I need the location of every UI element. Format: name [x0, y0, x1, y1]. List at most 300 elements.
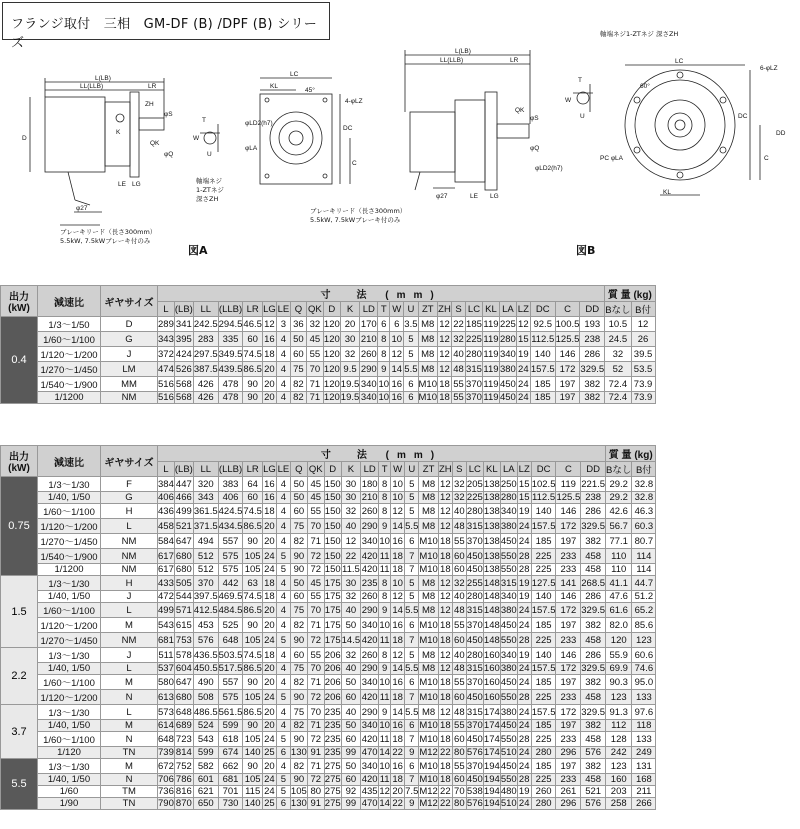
dim-cell: 60	[243, 332, 263, 347]
header-dimensions: 寸 法 (mm)	[158, 286, 605, 302]
dim-cell: 18	[439, 392, 450, 403]
table-row	[1, 786, 656, 798]
dim-cell: 680	[175, 550, 192, 562]
dim-cell: 6	[276, 747, 290, 759]
dim-cell: 123	[632, 633, 656, 648]
dim-cell: 14	[392, 520, 403, 532]
dim-cell: 870	[175, 798, 192, 809]
dim-cell: 5	[405, 504, 419, 519]
dim-cell: 280	[500, 492, 517, 503]
dim-a-q: φQ	[164, 151, 174, 158]
dim-cell: M8	[419, 663, 438, 675]
dim-cell: 329.5	[581, 706, 606, 718]
ratio-cell: 1/1200	[38, 392, 101, 404]
dim-cell: 382	[580, 392, 605, 404]
dim-cell: 255	[466, 577, 483, 589]
dim-cell: 82.0	[606, 618, 632, 633]
dim-cell: 701	[218, 786, 243, 798]
dim-cell: 458	[581, 732, 606, 747]
dim-cell: 5.5	[405, 604, 419, 616]
dim-cell: 146	[556, 504, 581, 519]
dim-cell: 197	[556, 759, 581, 774]
table-row	[1, 477, 656, 492]
dim-cell: 18	[392, 691, 403, 703]
dim-cell: 315	[466, 604, 483, 616]
table-row	[1, 648, 656, 663]
dim-cell: 20	[264, 676, 275, 688]
dim-cell: 45	[307, 492, 324, 504]
dim-cell: M10	[419, 774, 438, 785]
dim-cell: 120	[323, 363, 340, 375]
gear-size-cell: J	[101, 347, 158, 362]
dim-cell: 689	[175, 720, 192, 731]
dim-cell: 12	[440, 604, 451, 616]
dim-cell: 118	[632, 720, 656, 732]
dim-cell: 60	[454, 774, 465, 785]
dim-a-k: K	[116, 129, 121, 136]
dim-cell: 150	[324, 550, 341, 562]
dim-cell: 47.6	[606, 591, 632, 603]
dim-cell: 125.5	[555, 333, 580, 345]
dim-cell: 180	[361, 478, 378, 490]
header-col-8: QK	[308, 303, 322, 315]
dim-cell: 3.5	[404, 318, 418, 330]
dim-cell: 537	[158, 663, 174, 674]
dim-cell: 150	[324, 520, 341, 532]
dim-cell: 90	[243, 759, 263, 774]
dim-cell: 814	[175, 747, 192, 758]
dim-cell: 45	[307, 477, 324, 492]
dim-cell: 12	[264, 318, 275, 330]
dim-cell: 90	[290, 564, 307, 576]
dim-cell: 18	[440, 535, 451, 547]
dim-cell: 119	[483, 348, 499, 360]
dim-cell: 18	[264, 591, 275, 602]
dim-cell: 480	[500, 786, 517, 797]
dim-cell: 8	[379, 591, 391, 603]
dim-cell: 72.4	[605, 377, 631, 392]
gear-size-cell: L	[101, 663, 158, 675]
ratio-cell: 1/540～1/900	[38, 549, 101, 564]
dim-cell: 14	[379, 798, 390, 809]
dim-cell: 105	[290, 786, 307, 797]
header-col-20: LA	[500, 462, 517, 477]
dim-cell: 194	[483, 786, 500, 797]
dim-a-dc: DC	[343, 125, 353, 132]
dim-cell: 290	[361, 520, 378, 532]
dim-cell: 7	[405, 774, 419, 786]
dim-cell: 32	[340, 347, 360, 362]
dim-cell: 32	[341, 591, 361, 603]
dim-cell: 32.8	[632, 477, 656, 492]
dim-cell: 225	[531, 732, 556, 747]
dim-cell: 380	[500, 663, 517, 674]
dim-cell: M8	[418, 362, 437, 377]
gear-size-cell: L	[101, 519, 158, 534]
dim-cell: 280	[531, 747, 556, 759]
dim-cell: 238	[580, 332, 605, 347]
dim-cell: 225	[531, 690, 556, 705]
header-col-12: T	[379, 462, 391, 477]
dim-cell: 56.7	[606, 519, 632, 534]
dim-cell: 420	[361, 550, 378, 562]
dim-cell: 512	[193, 564, 218, 576]
dim-cell: 12	[440, 649, 451, 661]
dim-cell: 14.5	[341, 634, 361, 646]
dim-cell: 16	[264, 478, 275, 490]
dim-cell: 86.5	[243, 663, 262, 674]
dim-cell: 557	[218, 534, 243, 549]
dim-b-q: φQ	[530, 145, 540, 152]
dim-cell: 753	[175, 634, 192, 646]
dim-cell: 261	[556, 786, 581, 798]
dim-b-s: φS	[530, 115, 539, 122]
header-gear-size: ギヤサイズ	[101, 446, 158, 477]
dim-cell: 5.5	[404, 363, 418, 375]
dim-cell: 335	[218, 332, 243, 347]
dim-cell: 10	[379, 535, 390, 547]
header-col-11: LD	[361, 462, 379, 477]
gear-size-cell: N	[101, 732, 158, 747]
header-col-16: ZH	[439, 463, 452, 475]
dim-cell: 206	[324, 691, 341, 703]
dim-cell: 371.5	[193, 520, 218, 532]
gear-size-cell: TM	[101, 786, 158, 798]
dim-cell: 447	[175, 478, 192, 490]
brake-only-text-a: 5.5kW, 7.5kWブレーキ付のみ	[60, 237, 151, 245]
dim-cell: 10	[391, 333, 403, 345]
dim-cell: 105	[244, 634, 261, 646]
dim-cell: 70	[454, 786, 465, 797]
dim-cell: 18	[392, 733, 403, 745]
dim-cell: 458	[581, 690, 606, 705]
dim-cell: 39.5	[631, 347, 655, 362]
dim-cell: 329.5	[581, 604, 606, 616]
dim-cell: 511	[158, 649, 174, 661]
dim-cell: 604	[175, 663, 192, 674]
dim-cell: 72	[307, 774, 324, 786]
table-row	[1, 774, 656, 786]
dim-cell: 233	[556, 774, 581, 786]
dim-cell: 12	[440, 706, 451, 718]
gear-size-cell: NM	[101, 392, 158, 404]
dim-cell: 249	[632, 747, 656, 759]
header-col-16: ZH	[438, 303, 451, 315]
dim-cell: 472	[158, 591, 174, 602]
dim-cell: 26	[631, 332, 655, 347]
dim-cell: 580	[158, 676, 174, 688]
dim-cell: 194	[483, 798, 500, 809]
dim-cell: 32	[341, 648, 361, 663]
dim-cell: 383	[218, 477, 243, 492]
dim-cell: 50	[290, 477, 307, 492]
ratio-cell: 1/60	[38, 786, 101, 798]
header-col-10: K	[340, 302, 360, 317]
dim-a-u: U	[207, 151, 212, 158]
dim-cell: 160	[483, 663, 500, 674]
table-row	[1, 720, 656, 732]
dim-cell: 120	[323, 318, 340, 330]
dim-cell: 14	[392, 663, 403, 674]
ratio-cell: 1/270～1/450	[38, 633, 101, 648]
dim-cell: 130	[290, 747, 307, 758]
dim-cell: 8	[378, 332, 390, 347]
dim-cell: 582	[193, 759, 218, 774]
dim-cell: 22	[392, 798, 403, 809]
dim-cell: 238	[581, 492, 606, 504]
dim-cell: 20	[264, 706, 275, 718]
dim-a-lr: LR	[148, 83, 157, 90]
dim-cell: 25	[264, 798, 275, 809]
dim-cell: 6	[405, 618, 419, 633]
dim-cell: 65.2	[632, 603, 656, 618]
dim-cell: 32	[454, 577, 465, 589]
dim-cell: 61.6	[606, 603, 632, 618]
page-title: フランジ取付 三相 GM-DF (B) /DPF (B) シリーズ	[11, 17, 318, 51]
dim-cell: 340	[360, 392, 377, 403]
header-col-21: LZ	[518, 463, 530, 475]
dim-a-le: LE	[118, 181, 126, 188]
dim-cell: 172	[556, 603, 581, 618]
gear-size-cell: N	[101, 690, 158, 705]
dim-cell: 120	[323, 378, 340, 390]
dim-cell: 372	[158, 348, 174, 360]
dim-cell: 672	[158, 760, 174, 772]
table-row	[1, 603, 656, 618]
dim-cell: 22	[341, 549, 361, 564]
dim-cell: M10	[419, 676, 438, 688]
dim-cell: 340	[499, 348, 516, 360]
dim-cell: 11.5	[341, 564, 360, 575]
dim-cell: 50	[290, 332, 306, 347]
dim-a-angle: 45°	[305, 87, 315, 94]
dim-cell: 36	[290, 317, 306, 332]
dim-cell: 12	[392, 591, 403, 602]
dim-cell: 458	[581, 549, 606, 564]
dim-cell: 91.3	[606, 705, 632, 720]
dim-cell: 24	[264, 774, 275, 785]
dim-cell: 12	[440, 520, 451, 532]
header-col-10: K	[341, 462, 361, 477]
gear-size-cell: H	[101, 576, 158, 591]
dim-cell: 30	[341, 576, 361, 591]
gear-size-cell: J	[101, 591, 158, 603]
dim-cell: 20	[264, 760, 275, 772]
dim-cell: 395	[175, 333, 192, 345]
dim-cell: 160	[483, 649, 500, 661]
dim-cell: 60	[454, 550, 465, 562]
dim-cell: 71	[307, 618, 324, 633]
dim-cell: 53.5	[631, 362, 655, 377]
dim-cell: 4	[276, 675, 290, 690]
dim-cell: 736	[158, 786, 174, 797]
dim-cell: 280	[466, 591, 483, 602]
dim-cell: 148	[483, 634, 500, 646]
dim-cell: 260	[361, 505, 378, 517]
header-mass-col-0: Bなし	[606, 462, 632, 477]
ratio-cell: 1/3～1/50	[38, 317, 101, 332]
dim-cell: 112	[606, 720, 632, 732]
title-box	[2, 2, 330, 51]
dim-cell: 18	[440, 691, 451, 703]
dim-cell: M8	[419, 591, 438, 603]
dim-cell: M10	[418, 378, 437, 390]
tap-note-a: 軸端ネジ 1-ZTネジ 深さZH	[196, 177, 224, 203]
dim-cell: 370	[466, 676, 483, 688]
dim-cell: 119	[483, 363, 499, 375]
dim-cell: 4	[276, 347, 290, 362]
dim-cell: 138	[483, 564, 500, 575]
dim-cell: 75	[290, 705, 307, 720]
dim-cell: 486.5	[193, 706, 218, 718]
dim-cell: 82	[290, 377, 306, 392]
dim-cell: 19	[518, 348, 529, 360]
dim-cell: 12	[439, 348, 450, 360]
dim-cell: 12	[379, 786, 390, 797]
dim-cell: 5	[276, 786, 290, 798]
dim-cell: 576	[466, 798, 483, 809]
dim-cell: 24	[264, 564, 275, 575]
dim-cell: M8	[419, 576, 438, 591]
dim-cell: 315	[466, 363, 482, 375]
dim-cell: 599	[193, 747, 218, 759]
dim-cell: 24	[518, 747, 530, 758]
dim-cell: 24	[264, 691, 275, 703]
dim-cell: 9	[405, 798, 419, 810]
dim-cell: 55	[454, 619, 465, 631]
dim-cell: 550	[500, 550, 517, 562]
dim-cell: 140	[530, 347, 555, 362]
dim-cell: 6	[405, 534, 419, 549]
dim-b-lc: LC	[675, 58, 684, 65]
output-kw: 3.7	[1, 705, 38, 759]
dim-cell: 150	[324, 564, 341, 575]
dim-cell: 557	[218, 675, 243, 690]
dim-cell: 450	[500, 720, 517, 731]
gear-size-cell: H	[101, 504, 158, 519]
dim-b-le: LE	[470, 193, 478, 200]
dim-cell: 576	[581, 798, 606, 810]
dim-cell: 86.5	[243, 706, 262, 718]
dim-cell: 12	[392, 649, 403, 661]
gear-size-cell: NM	[101, 534, 158, 549]
dim-cell: M10	[419, 634, 438, 646]
dim-cell: 20	[264, 720, 275, 731]
dim-cell: 5	[404, 332, 418, 347]
dim-cell: 146	[555, 347, 580, 362]
dim-cell: 329.5	[581, 663, 606, 674]
dim-cell: 16	[391, 392, 403, 403]
dim-cell: 470	[361, 747, 378, 758]
dim-cell: 80	[454, 798, 465, 809]
dim-cell: 4	[276, 648, 290, 663]
dim-cell: 90	[290, 690, 307, 705]
dim-cell: 91	[307, 747, 324, 759]
dim-cell: 70	[307, 705, 324, 720]
dim-cell: 450	[466, 691, 483, 703]
dim-cell: 55	[453, 392, 464, 403]
dim-cell: 286	[580, 347, 605, 362]
dim-cell: 70	[307, 663, 324, 675]
dim-cell: 674	[218, 747, 243, 759]
dim-cell: 614	[158, 720, 174, 731]
dim-cell: 18	[440, 550, 451, 562]
table-row	[1, 675, 656, 690]
ratio-cell: 1/40, 1/50	[38, 591, 101, 603]
dim-cell: 275	[324, 786, 341, 797]
dim-cell: 60	[454, 691, 465, 703]
dim-cell: 18	[392, 634, 403, 646]
dim-cell: 5.5	[405, 520, 419, 532]
dim-cell: 120	[323, 392, 340, 403]
dim-cell: 297.5	[193, 348, 218, 360]
dim-cell: 450	[500, 619, 517, 631]
dim-cell: 40	[341, 519, 361, 534]
dim-cell: 5	[404, 347, 418, 362]
dim-cell: 14	[392, 604, 403, 616]
spec-table-2	[0, 445, 656, 810]
dim-cell: 90	[290, 774, 307, 786]
header-col-2: LL	[193, 462, 218, 477]
dim-cell: 426	[193, 377, 218, 392]
dim-cell: 18	[439, 378, 450, 390]
ratio-cell: 1/120～1/200	[38, 690, 101, 705]
dim-cell: 60	[290, 347, 306, 362]
dim-cell: 24	[518, 535, 530, 547]
header-col-4: LR	[243, 302, 263, 317]
dim-cell: 55	[454, 760, 465, 772]
dim-cell: M8	[418, 347, 437, 362]
dim-cell: 18	[440, 733, 451, 745]
dim-cell: 60	[341, 690, 361, 705]
dim-cell: 197	[556, 675, 581, 690]
dim-cell: 280	[499, 333, 516, 345]
dim-cell: 10	[379, 676, 390, 688]
dim-cell: 6	[276, 798, 290, 810]
dim-cell: 450	[466, 774, 483, 785]
dim-cell: 260	[361, 649, 378, 661]
dim-cell: 294.5	[218, 318, 243, 330]
dim-cell: 340	[361, 676, 378, 688]
gear-size-cell: M	[101, 618, 158, 633]
dim-cell: 148	[483, 619, 500, 631]
dim-b-l: L(LB)	[455, 48, 471, 55]
dim-cell: 268.5	[581, 577, 606, 589]
dim-a-l: L(LB)	[95, 75, 111, 82]
dim-cell: M10	[419, 619, 438, 631]
dim-cell: 420	[361, 733, 378, 745]
dim-cell: 60	[290, 591, 307, 603]
dim-cell: 18	[264, 348, 275, 360]
dim-cell: 6	[405, 720, 419, 732]
dim-cell: 7	[405, 564, 419, 576]
dim-cell: 197	[556, 534, 581, 549]
dim-cell: 412.5	[193, 604, 218, 616]
dim-cell: 575	[218, 549, 243, 564]
dim-cell: 60	[243, 492, 263, 504]
dim-cell: 648	[158, 733, 174, 745]
output-kw: 1.5	[1, 576, 38, 648]
dim-cell: 97.6	[632, 705, 656, 720]
dim-cell: 16	[392, 535, 403, 547]
dim-cell: 45	[306, 332, 323, 347]
dim-cell: 458	[581, 774, 606, 786]
dim-cell: 73.9	[631, 392, 655, 404]
gear-size-cell: F	[101, 477, 158, 492]
dim-cell: 225	[531, 564, 556, 576]
dim-cell: 521	[581, 786, 606, 798]
dim-cell: 275	[324, 798, 341, 809]
